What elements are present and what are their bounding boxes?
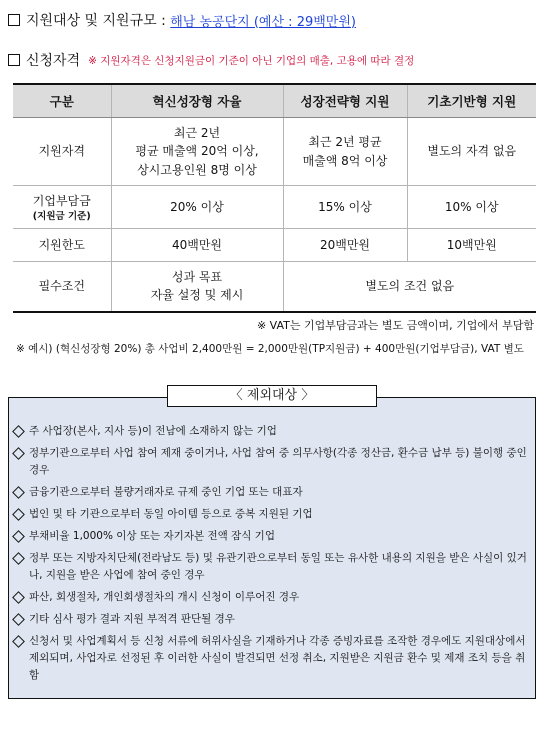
cell-line: 상시고용인원 8명 이상 [137, 162, 257, 177]
row-label: 지원자격 [13, 118, 111, 186]
cell-innovation-conditions [111, 262, 283, 312]
header-category: 구분 [13, 84, 111, 118]
list-item [14, 589, 528, 606]
list-item [14, 611, 528, 628]
cell-basic-eligibility: 별도의 자격 없음 [407, 118, 536, 186]
row-label-sub: (지원금 기준) [32, 210, 91, 222]
cell-others-conditions: 별도의 조건 없음 [283, 262, 536, 312]
cell-line: 평균 매출액 20억 이상, [135, 144, 259, 159]
list-item-text: 정부 또는 지방자치단체(전라남도 등) 및 유관기관으로부터 동일 또는 유사한 내용의 지원을 받은 사실이 있거나, 지원을 받은 사업에 참여 중인 경우 [29, 552, 527, 581]
list-item [14, 633, 528, 684]
cell-innovation-burden: 20% 이상 [111, 186, 283, 229]
header-growth: 성장전략형 지원 [283, 84, 407, 118]
section-eligibility [8, 50, 414, 70]
table-header-row [13, 84, 536, 118]
list-item-text: 신청서 및 사업계획서 등 신청 서류에 허위사실을 기재하거나 각종 증빙자료를 조작한 경우에도 지원대상에서 제외되며, 사업자로 선정된 후 이러한 사실이 발견되면 선정 취소, 지원받은 지원금 환수 및 제재 조치 등을 취함 [29, 635, 526, 681]
header-innovation: 혁신성장형 자율 [111, 84, 283, 118]
diamond-bullet-icon [12, 508, 25, 521]
list-item [14, 528, 528, 545]
cell-basic-limit: 10백만원 [407, 229, 536, 262]
list-item-text: 파산, 회생절차, 개인회생절차의 개시 신청이 이루어진 경우 [29, 591, 300, 603]
cell-line: 매출액 8억 이상 [302, 153, 388, 168]
diamond-bullet-icon [12, 635, 25, 648]
list-item [14, 484, 528, 501]
row-label: 필수조건 [13, 262, 111, 312]
diamond-bullet-icon [12, 591, 25, 604]
list-item [14, 506, 528, 523]
diamond-bullet-icon [12, 552, 25, 565]
list-item-text: 금융기관으로부터 불량거래자로 규제 중인 기업 또는 대표자 [29, 486, 303, 498]
eligibility-note: ※ 지원자격은 신청지원금이 기준이 아닌 기업의 매출, 고용에 따라 결정 [88, 54, 415, 67]
eligibility-label: 신청자격 [26, 53, 81, 69]
diamond-bullet-icon [12, 486, 25, 499]
cell-line: 자율 설정 및 제시 [150, 288, 244, 303]
cell-basic-burden: 10% 이상 [407, 186, 536, 229]
section-support-target [8, 10, 356, 30]
list-item [14, 445, 528, 479]
row-label: 지원한도 [13, 229, 111, 262]
list-item [14, 550, 528, 584]
table-row-limit [13, 229, 536, 262]
cell-innovation-eligibility [111, 118, 283, 186]
support-scale-link[interactable]: 해남 농공단지 (예산 : 29백만원) [170, 14, 356, 30]
list-item-text: 기타 심사 평가 결과 지원 부적격 판단될 경우 [29, 613, 235, 625]
header-basic: 기초기반형 지원 [407, 84, 536, 118]
example-note: ※ 예시) (혁신성장형 20%) 총 사업비 2,400만원 = 2,000만원(TP지원금) + 400만원(기업부담금), VAT 별도 [16, 343, 524, 355]
cell-growth-burden: 15% 이상 [283, 186, 407, 229]
exclusions-title: 〈 제외대상 〉 [167, 385, 377, 407]
diamond-bullet-icon [12, 613, 25, 626]
list-item-text: 정부기관으로부터 사업 참여 제재 중이거나, 사업 참여 중 의무사항(각종 정산금, 환수금 납부 등) 불이행 중인 경우 [29, 447, 527, 476]
list-item-text: 부채비율 1,000% 이상 또는 자기자본 전액 잠식 기업 [29, 530, 275, 542]
checkbox-icon [8, 54, 20, 66]
row-label-main: 기업부담금 [32, 194, 91, 208]
table-row-conditions [13, 262, 536, 312]
cell-line: 성과 목표 [171, 269, 223, 284]
diamond-bullet-icon [12, 447, 25, 460]
cell-line: 최근 2년 평균 [308, 134, 382, 149]
row-label [13, 186, 111, 229]
checkbox-icon [8, 14, 20, 26]
exclusions-list [14, 423, 528, 689]
list-item [14, 423, 528, 440]
cell-growth-limit: 20백만원 [283, 229, 407, 262]
diamond-bullet-icon [12, 425, 25, 438]
cell-innovation-limit: 40백만원 [111, 229, 283, 262]
diamond-bullet-icon [12, 530, 25, 543]
table-row-burden [13, 186, 536, 229]
cell-line: 최근 2년 [173, 125, 221, 140]
vat-note: ※ VAT는 기업부담금과는 별도 금액이며, 기업에서 부담함 [256, 319, 534, 332]
table-row-eligibility [13, 118, 536, 186]
list-item-text: 주 사업장(본사, 지사 등)이 전남에 소재하지 않는 기업 [29, 425, 277, 437]
support-table [13, 83, 536, 313]
support-target-label: 지원대상 및 지원규모 : [26, 13, 166, 29]
list-item-text: 법인 및 타 기관으로부터 동일 아이템 등으로 중복 지원된 기업 [29, 508, 313, 520]
cell-growth-eligibility [283, 118, 407, 186]
